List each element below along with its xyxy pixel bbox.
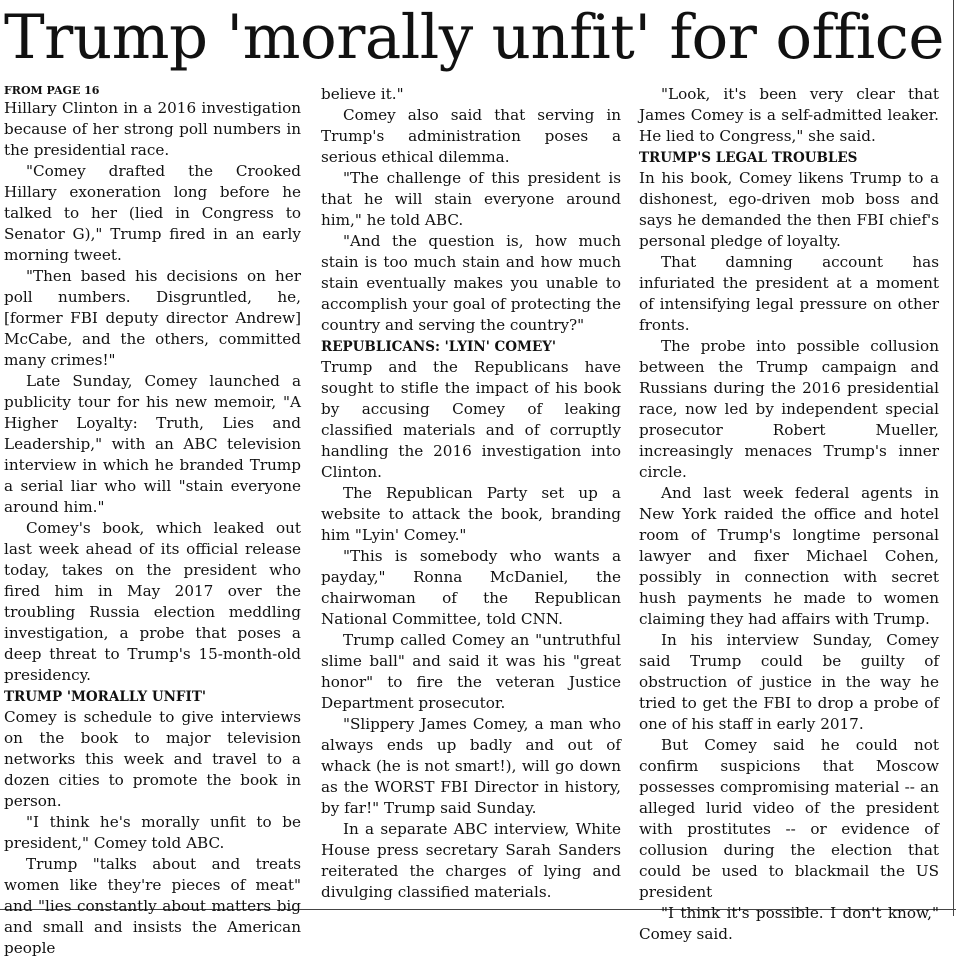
paragraph: "I think it's possible. I don't know," Comey said. [639, 904, 939, 943]
subheading: REPUBLICANS: 'LYIN' COMEY' [321, 339, 557, 355]
subheading: TRUMP'S LEGAL TROUBLES [639, 150, 858, 166]
paragraph: Trump and the Republicans have sought to stifle the impact of his book by accusing Comey of leaking classified materials and of corruptly handling the 2016 investigation into Clinton. [321, 358, 621, 481]
paragraph: believe it." [321, 85, 404, 103]
column-rule [953, 0, 954, 916]
paragraph: "Look, it's been very clear that James Comey is a self-admitted leaker. He lied to Congress," she said. [639, 85, 939, 145]
paragraph: "The challenge of this president is that he will stain everyone around him," he told ABC. [321, 169, 621, 229]
paragraph: "This is somebody who wants a payday," Ronna McDaniel, the chairwoman of the Republican National Committee, told CNN. [321, 547, 621, 628]
paragraph: "Then based his decisions on her poll numbers. Disgruntled, he, [former FBI deputy director Andrew] McCabe, and the others, committed many crimes!" [4, 267, 301, 369]
paragraph: Trump "talks about and treats women like they're pieces of meat" and "lies constantly about matters big and small and insists the American people [4, 855, 301, 957]
paragraph: In his book, Comey likens Trump to a dishonest, ego-driven mob boss and says he demanded the then FBI chief's personal pledge of loyalty. [639, 169, 939, 250]
kicker: FROM PAGE 16 [4, 84, 100, 97]
paragraph: "I think he's morally unfit to be president," Comey told ABC. [4, 813, 301, 852]
column-3-body [639, 84, 939, 945]
paragraph: Comey is schedule to give interviews on the book to major television networks this week and travel to a dozen cities to promote the book in person. [4, 708, 301, 810]
paragraph: The probe into possible collusion between the Trump campaign and Russians during the 2016 presidential race, now led by independent special prosecutor Robert Mueller, increasingly menaces Trump's inner circle. [639, 337, 939, 481]
paragraph: "And the question is, how much stain is too much stain and how much stain eventually makes you unable to accomplish your goal of protecting the country and serving the country?" [321, 232, 621, 334]
paragraph: And last week federal agents in New York raided the office and hotel room of Trump's longtime personal lawyer and fixer Michael Cohen, possibly in connection with secret hush payments he made to women claiming they had affairs with Trump. [639, 484, 939, 628]
column-2-body [321, 84, 621, 903]
column-1-body [4, 98, 301, 959]
article-column-2 [321, 84, 621, 903]
paragraph: Comey's book, which leaked out last week ahead of its official release today, takes on the president who fired him in May 2017 over the troubling Russia election meddling investigation, a probe that poses a deep threat to Trump's 15-month-old presidency. [4, 519, 301, 684]
paragraph: Trump called Comey an "untruthful slime ball" and said it was his "great honor" to fire the veteran Justice Department prosecutor. [321, 631, 621, 712]
paragraph: In a separate ABC interview, White House press secretary Sarah Sanders reiterated the charges of lying and divulging classified materials. [321, 820, 621, 901]
paragraph: Hillary Clinton in a 2016 investigation because of her strong poll numbers in the presidential race. [4, 99, 301, 159]
headline: Trump 'morally unfit' for office [4, 2, 944, 73]
paragraph: But Comey said he could not confirm suspicions that Moscow possesses compromising material -- an alleged lurid video of the president with prostitutes -- or evidence of collusion during the election that could be used to blackmail the US president [639, 736, 939, 901]
paragraph: That damning account has infuriated the president at a moment of intensifying legal pressure on other fronts. [639, 253, 939, 334]
paragraph: The Republican Party set up a website to attack the book, branding him "Lyin' Comey." [321, 484, 621, 544]
paragraph: "Comey drafted the Crooked Hillary exoneration long before he talked to her (lied in Congress to Senator G)," Trump fired in an early morning tweet. [4, 162, 301, 264]
paragraph: "Slippery James Comey, a man who always ends up badly and out of whack (he is not smart!), will go down as the WORST FBI Director in history, by far!" Trump said Sunday. [321, 715, 621, 817]
article-column-1 [4, 84, 301, 959]
subheading: TRUMP 'MORALLY UNFIT' [4, 689, 207, 705]
article-column-3 [639, 84, 939, 945]
paragraph: Late Sunday, Comey launched a publicity tour for his new memoir, "A Higher Loyalty: Truth, Lies and Leadership," with an ABC television interview in which he branded Trump a serial liar who will "stain everyone around him." [4, 372, 301, 516]
paragraph: Comey also said that serving in Trump's administration poses a serious ethical dilemma. [321, 106, 621, 166]
paragraph: In his interview Sunday, Comey said Trump could be guilty of obstruction of justice in the way he tried to get the FBI to drop a probe of one of his staff in early 2017. [639, 631, 939, 733]
